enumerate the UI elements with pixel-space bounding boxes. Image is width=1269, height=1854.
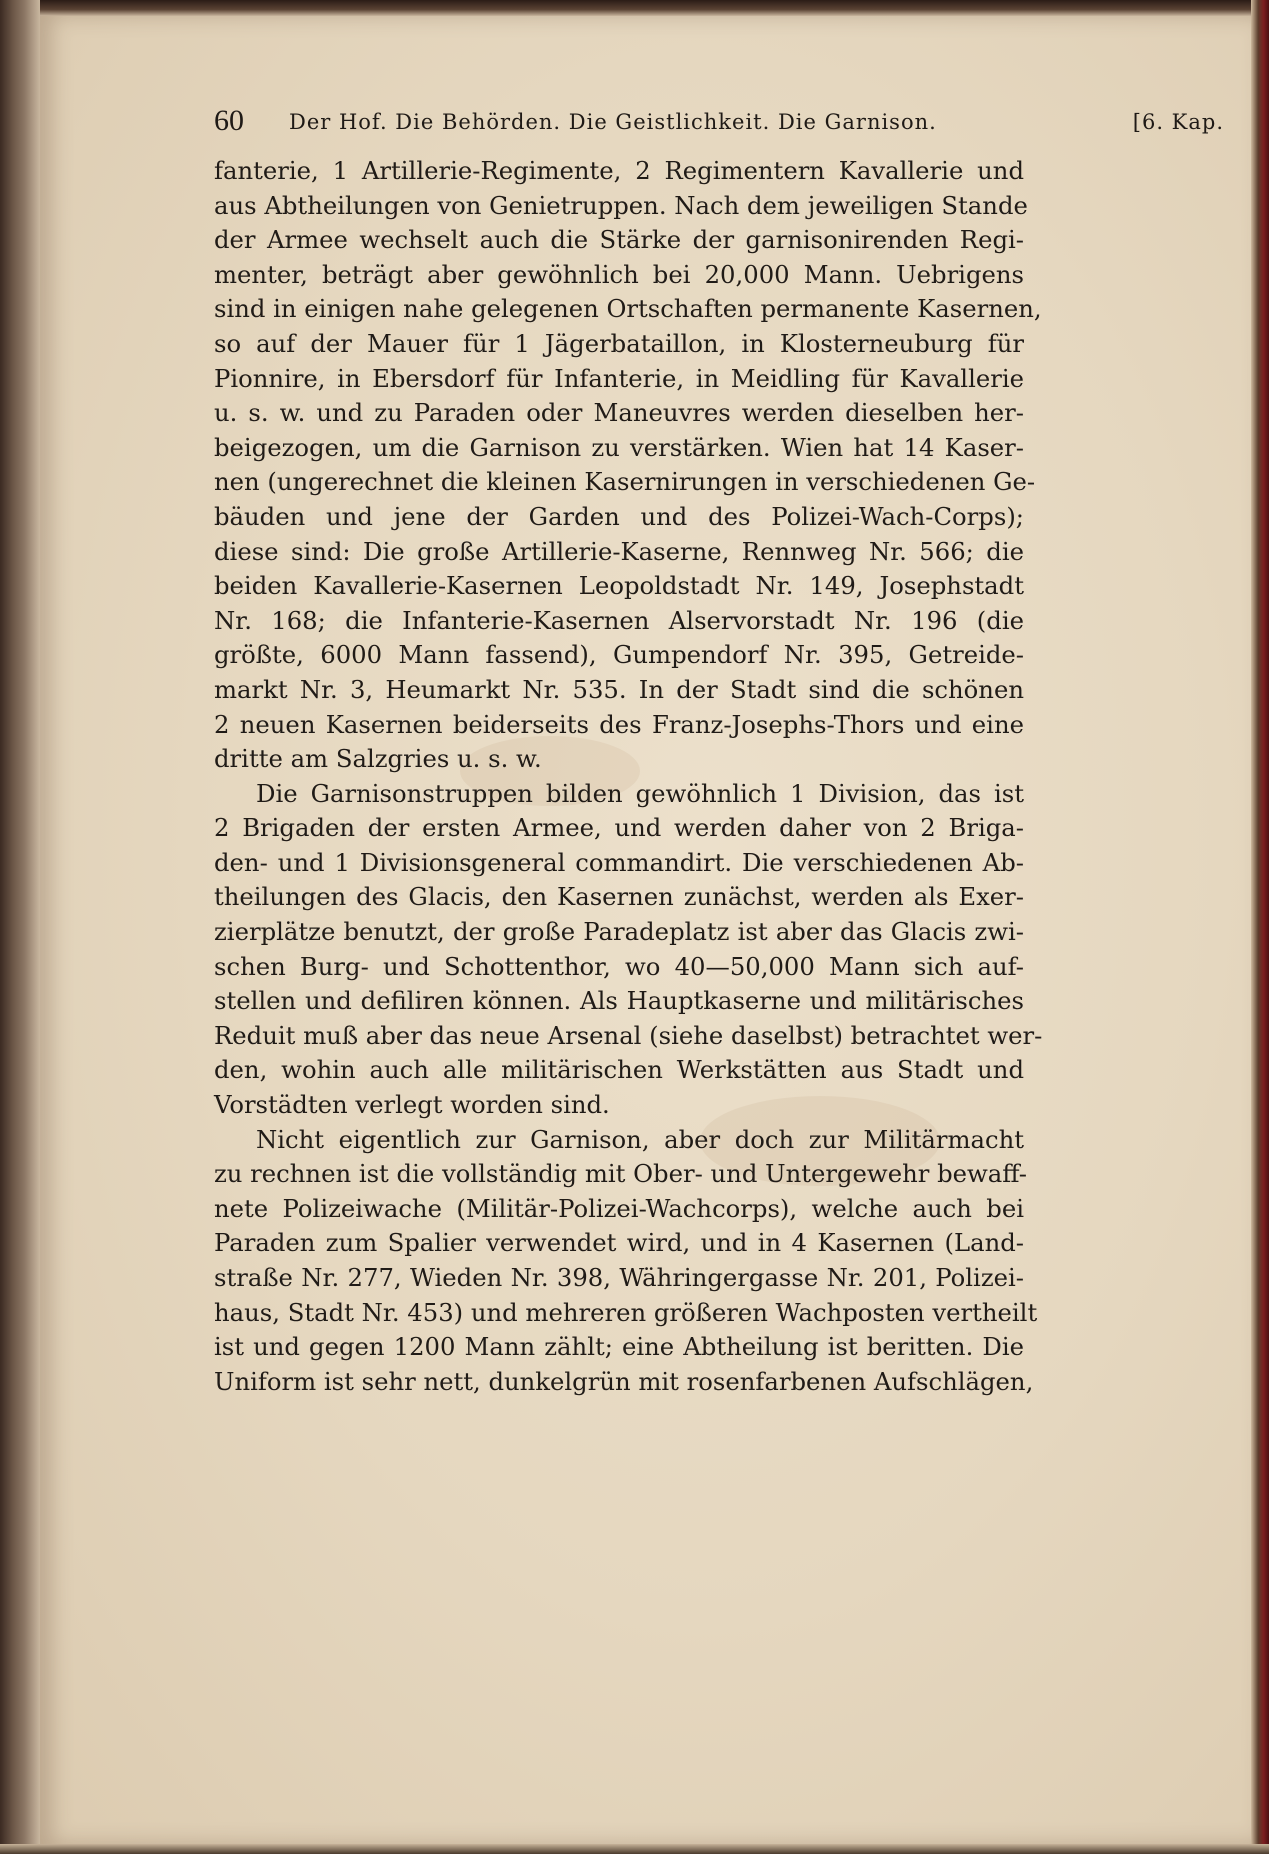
text-line: Reduit muß aber das neue Arsenal (siehe daselbst) betrachtet wer- [214, 1020, 1043, 1050]
text-line: sind in einigen nahe gelegenen Ortschaften permanente Kasernen, [214, 294, 1042, 324]
running-title: Der Hof. Die Behörden. Die Geistlichkeit. Die Garnison. [289, 110, 937, 134]
text-line: den, wohin auch alle militärischen Werkstätten aus Stadt und [214, 1055, 1024, 1085]
body-text [214, 154, 1043, 1399]
text-line: fanterie, 1 Artillerie-Regimente, 2 Regimentern Kavallerie und [214, 156, 1024, 185]
text-line: straße Nr. 277, Wieden Nr. 398, Währingergasse Nr. 201, Polizei- [214, 1263, 1024, 1292]
text-line: dritte am Salzgries u. s. w. [214, 744, 542, 774]
text-line: 2 Brigaden der ersten Armee, und werden daher von 2 Briga- [214, 813, 1024, 843]
text-line: diese sind: Die große Artillerie-Kaserne, Rennweg Nr. 566; die [214, 536, 1024, 566]
text-line: u. s. w. und zu Paraden oder Maneuvres werden dieselben her- [214, 398, 1024, 428]
page-header [214, 104, 1224, 148]
text-line: stellen und defiliren können. Als Hauptkaserne und militärisches [214, 986, 1024, 1016]
text-line: nen (ungerechnet die kleinen Kasernirungen in verschiedenen Ge- [214, 467, 1036, 497]
text-line: 2 neuen Kasernen beiderseits des Franz-Josephs-Thors und eine [214, 709, 1024, 739]
page-bottom-edge [0, 1844, 1269, 1854]
text-line: Paraden zum Spalier verwendet wird, und in 4 Kasernen (Land- [214, 1228, 1024, 1258]
text-line: größte, 6000 Mann fassend), Gumpendorf Nr. 395, Getreide- [214, 640, 1024, 670]
text-line: so auf der Mauer für 1 Jägerbataillon, in Klosterneuburg für [214, 328, 1024, 358]
text-line: theilungen des Glacis, den Kasernen zunächst, werden als Exer- [214, 882, 1024, 912]
text-line: haus, Stadt Nr. 453) und mehreren größeren Wachposten vertheilt [214, 1297, 1038, 1327]
text-line: zierplätze benutzt, der große Paradeplatz ist aber das Glacis zwi- [214, 917, 1024, 947]
text-line: aus Abtheilungen von Genietruppen. Nach dem jeweiligen Stande [214, 190, 1028, 220]
text-line: Vorstädten verlegt worden sind. [214, 1090, 610, 1120]
text-line: beigezogen, um die Garnison zu verstärken. Wien hat 14 Kaser- [214, 432, 1024, 462]
text-line: Die Garnisonstruppen bilden gewöhnlich 1 Division, das ist [256, 778, 1024, 808]
text-line: ist und gegen 1200 Mann zählt; eine Abtheilung ist beritten. Die [214, 1332, 1024, 1362]
text-line: schen Burg- und Schottenthor, wo 40—50,000 Mann sich auf- [214, 951, 1024, 981]
text-line: Nr. 168; die Infanterie-Kasernen Alservorstadt Nr. 196 (die [214, 605, 1024, 635]
chapter-reference: [6. Kap. [1132, 110, 1224, 134]
text-line: der Armee wechselt auch die Stärke der garnisonirenden Regi- [214, 225, 1024, 255]
text-line: beiden Kavallerie-Kasernen Leopoldstadt Nr. 149, Josephstadt [214, 571, 1024, 601]
text-line: zu rechnen ist die vollständig mit Ober- und Untergewehr bewaff- [214, 1159, 1027, 1189]
text-line: menter, beträgt aber gewöhnlich bei 20,000 Mann. Uebrigens [214, 259, 1024, 289]
text-line: markt Nr. 3, Heumarkt Nr. 535. In der Stadt sind die schönen [214, 674, 1024, 704]
text-line: den- und 1 Divisionsgeneral commandirt. Die verschiedenen Ab- [214, 847, 1024, 877]
text-line: Uniform ist sehr nett, dunkelgrün mit rosenfarbenen Aufschlägen, [214, 1366, 1034, 1396]
text-line: Nicht eigentlich zur Garnison, aber doch zur Militärmacht [256, 1124, 1024, 1154]
page-right-edge [1251, 0, 1269, 1854]
text-line: Pionnire, in Ebersdorf für Infanterie, in Meidling für Kavallerie [214, 363, 1024, 393]
text-line: bäuden und jene der Garden und des Polizei-Wach-Corps); [214, 501, 1024, 531]
page-number: 60 [214, 104, 244, 137]
text-line: nete Polizeiwache (Militär-Polizei-Wachcorps), welche auch bei [214, 1193, 1024, 1223]
page-top-edge [0, 0, 1269, 16]
book-binding [0, 0, 40, 1854]
